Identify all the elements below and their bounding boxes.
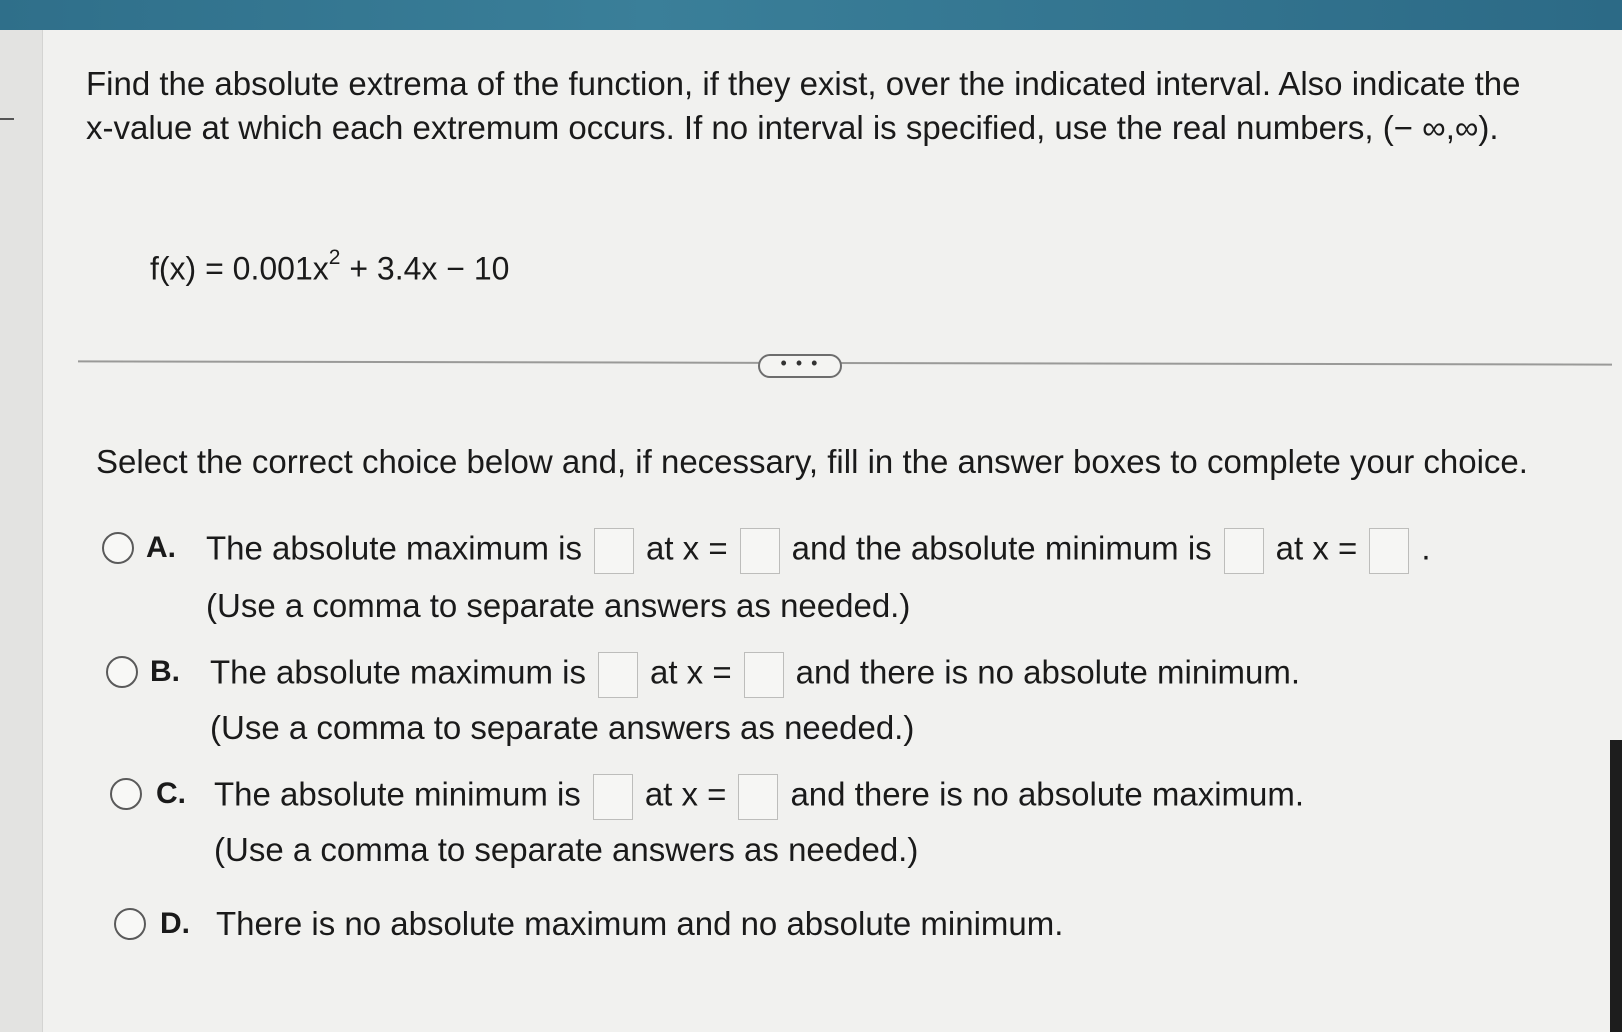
instruction-text: Select the correct choice below and, if necessary, fill in the answer boxes to complete your choice. xyxy=(96,443,1528,480)
choice-d-text: There is no absolute maximum and no absolute minimum. xyxy=(216,905,1064,942)
radio-a[interactable] xyxy=(102,532,134,564)
choice-b-line xyxy=(210,652,1300,698)
choice-c-line xyxy=(214,774,1304,820)
left-strip xyxy=(0,30,42,1032)
choice-a-min-value-box[interactable] xyxy=(1224,528,1264,574)
choice-b-letter: B. xyxy=(150,655,180,688)
choice-b[interactable] xyxy=(104,652,1404,752)
choice-a-text-3: and the absolute minimum is xyxy=(791,529,1212,567)
choice-d[interactable] xyxy=(112,904,1412,954)
choice-c-min-value-box[interactable] xyxy=(593,774,633,820)
radio-d[interactable] xyxy=(114,908,146,940)
choice-b-text-3: and there is no absolute minimum. xyxy=(795,653,1301,691)
choice-a-min-x-box[interactable] xyxy=(1369,528,1409,574)
choice-c-text-2: at x = xyxy=(644,775,727,813)
top-bar xyxy=(0,0,1622,30)
choice-c-min-x-box[interactable] xyxy=(738,774,778,820)
choice-a-note: (Use a comma to separate answers as needed.) xyxy=(206,587,911,624)
choice-b-note: (Use a comma to separate answers as needed.) xyxy=(210,709,915,746)
choice-a-max-value-box[interactable] xyxy=(594,528,634,574)
question-prompt: Find the absolute extrema of the function, if they exist, over the indicated interval. Also indicate the x-value at which each extremum occurs. If no interval is specified, use the real numbers, (− ∞,∞). xyxy=(86,65,1521,146)
choice-a-text-4: at x = xyxy=(1275,529,1358,567)
choice-a-letter: A. xyxy=(146,531,176,564)
radio-c[interactable] xyxy=(110,778,142,810)
choice-a-max-x-box[interactable] xyxy=(740,528,780,574)
choice-b-text-1: The absolute maximum is xyxy=(210,653,586,691)
choice-b-max-x-box[interactable] xyxy=(744,652,784,698)
radio-b[interactable] xyxy=(106,656,138,688)
more-options-button[interactable]: • • • xyxy=(758,354,842,378)
right-edge xyxy=(1610,740,1622,1032)
choice-a-text-5: . xyxy=(1421,529,1431,567)
choice-c-text-1: The absolute minimum is xyxy=(214,775,581,813)
choice-b-max-value-box[interactable] xyxy=(598,652,638,698)
choice-a[interactable] xyxy=(100,528,1520,628)
function-equation xyxy=(150,242,509,289)
choice-a-text-1: The absolute maximum is xyxy=(206,529,582,567)
choice-a-text-2: at x = xyxy=(645,529,728,567)
choice-c-text-3: and there is no absolute maximum. xyxy=(790,775,1305,813)
choice-b-text-2: at x = xyxy=(649,653,732,691)
function-exponent: 2 xyxy=(328,246,341,269)
function-rhs: + 3.4x − 10 xyxy=(349,250,510,287)
choice-d-letter: D. xyxy=(160,907,190,940)
choice-c[interactable] xyxy=(108,774,1408,874)
left-tick-mark xyxy=(0,118,14,120)
function-lhs: f(x) = 0.001x xyxy=(150,250,329,287)
choice-a-line xyxy=(206,528,1430,574)
choice-c-note: (Use a comma to separate answers as needed.) xyxy=(214,831,919,868)
choice-c-letter: C. xyxy=(156,777,186,810)
